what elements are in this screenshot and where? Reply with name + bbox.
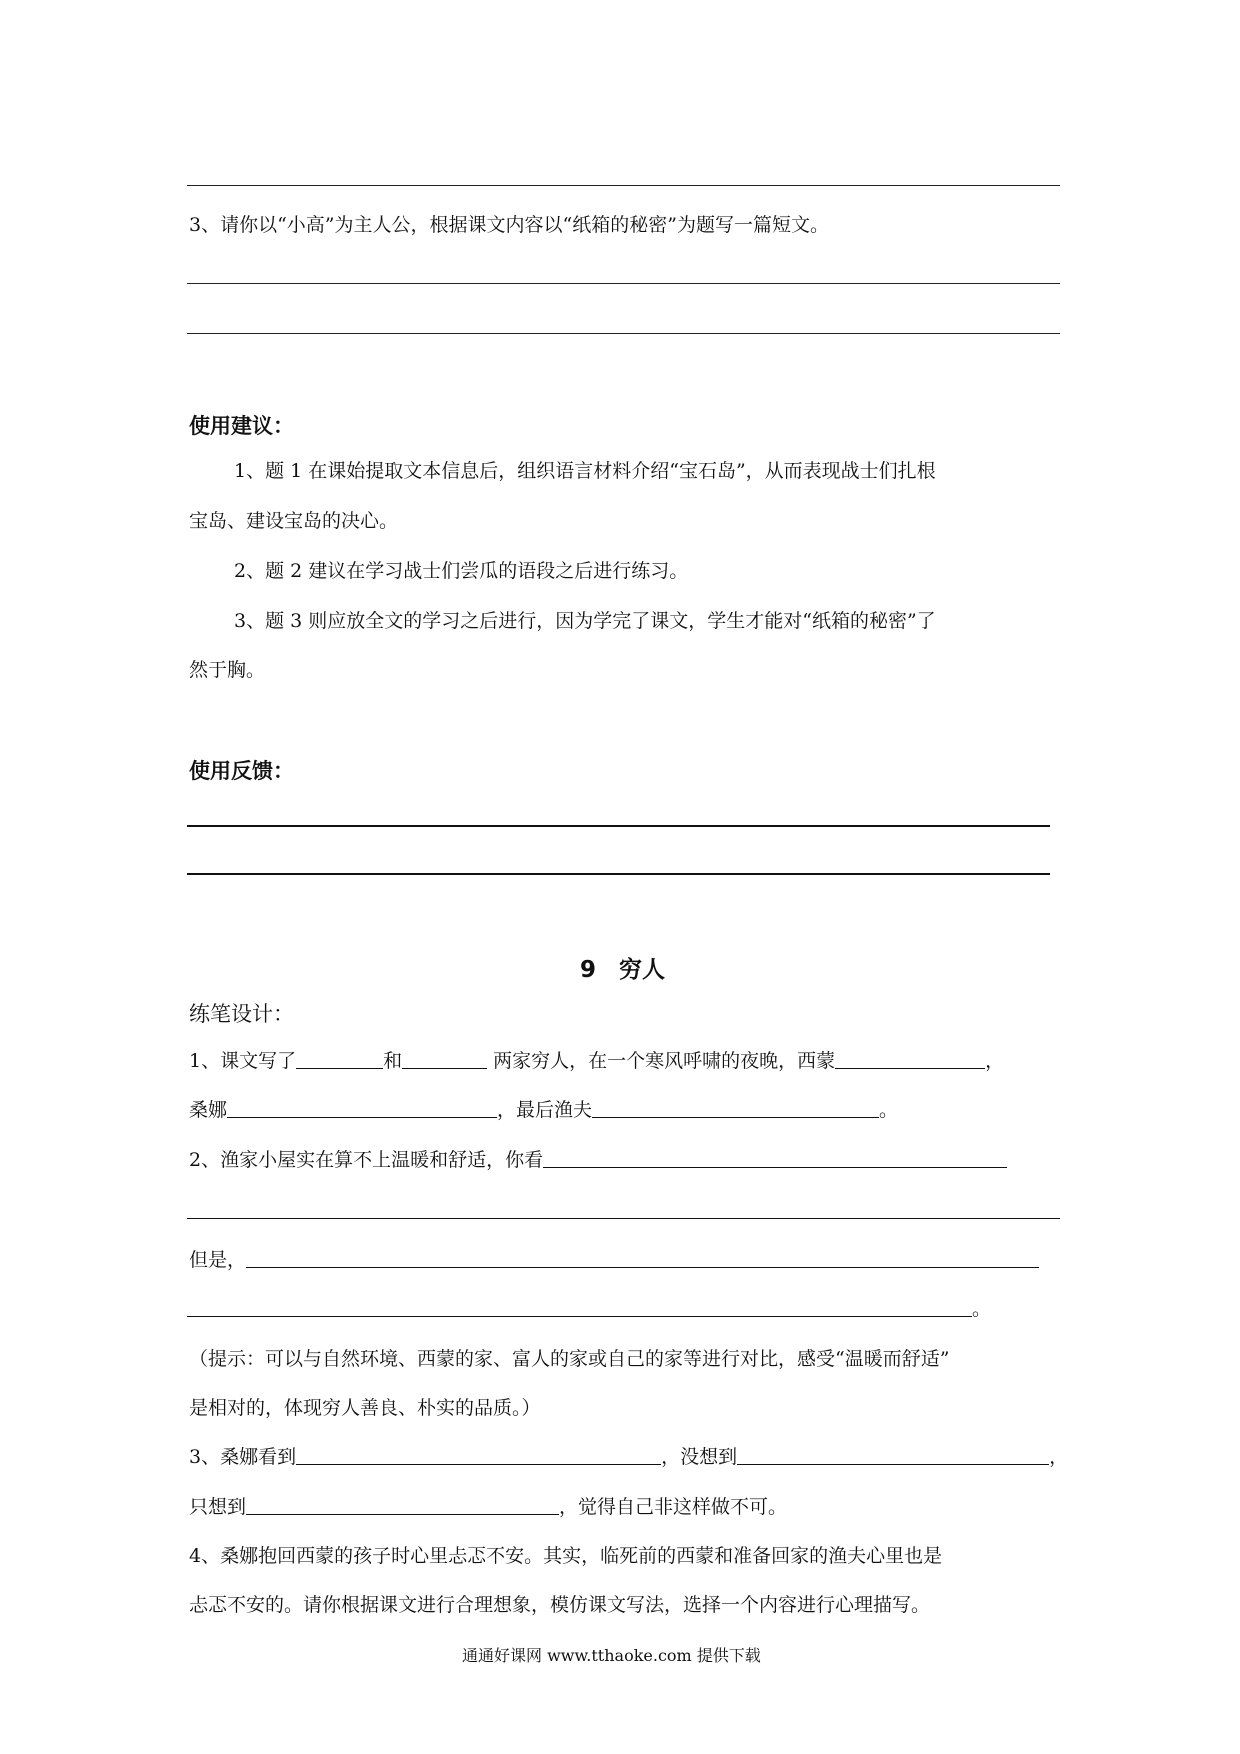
q3-text-d: 只想到 — [189, 1496, 247, 1518]
q1-blank-3[interactable] — [835, 1048, 985, 1069]
q3-blank-1[interactable] — [296, 1444, 661, 1465]
suggestion-3-line-1: 3、题 3 则应放全文的学习之后进行，因为学完了课文，学生才能对“纸箱的秘密”了 — [234, 610, 936, 632]
lesson-question-2-line-4 — [187, 1296, 991, 1322]
lesson-question-3-line-2 — [189, 1494, 787, 1520]
q2-blank-2[interactable] — [246, 1247, 1039, 1268]
question-3: 3、请你以“小高”为主人公，根据课文内容以“纸箱的秘密”为题写一篇短文。 — [189, 214, 829, 236]
practice-subhead: 练笔设计： — [189, 1002, 294, 1026]
lesson-question-3 — [189, 1444, 1068, 1470]
feedback-line[interactable] — [187, 873, 1050, 875]
suggestion-1-line-2: 宝岛、建设宝岛的决心。 — [189, 510, 399, 532]
q1-text-a: 1、课文写了 — [189, 1050, 297, 1072]
q2-blank-1[interactable] — [543, 1147, 1007, 1168]
q1-text-c: 两家穷人，在一个寒风呼啸的夜晚，西蒙 — [493, 1050, 836, 1072]
hint-line-2: 是相对的，体现穷人善良、朴实的品质。） — [189, 1397, 541, 1419]
suggestion-2: 2、题 2 建议在学习战士们尝瓜的语段之后进行练习。 — [234, 560, 689, 582]
q1-blank-5[interactable] — [592, 1097, 879, 1118]
footer-text: 通通好课网 www.tthaoke.com 提供下载 — [462, 1646, 761, 1665]
suggestions-heading: 使用建议： — [189, 414, 294, 438]
feedback-heading: 使用反馈： — [189, 759, 294, 783]
q2-text-c: 。 — [972, 1298, 992, 1320]
q3-blank-3[interactable] — [246, 1494, 559, 1515]
hint-line-1: （提示：可以与自然环境、西蒙的家、富人的家或自己的家等进行对比，感受“温暖而舒适” — [189, 1348, 950, 1370]
q1-text-g: 。 — [879, 1099, 899, 1121]
q1-blank-4[interactable] — [227, 1097, 497, 1118]
q3-text-b: ，没想到 — [661, 1446, 738, 1468]
q2-text-b: 但是， — [189, 1249, 247, 1271]
answer-line[interactable] — [187, 333, 1060, 334]
q1-text-d: ， — [985, 1050, 1005, 1072]
answer-line[interactable] — [187, 283, 1060, 284]
q2-blank-3[interactable] — [187, 1296, 972, 1317]
q2-text-a: 2、渔家小屋实在算不上温暖和舒适，你看 — [189, 1149, 544, 1171]
q3-text-c: ， — [1049, 1446, 1069, 1468]
lesson-question-2-line-3 — [189, 1247, 1039, 1273]
q3-blank-2[interactable] — [737, 1444, 1049, 1465]
q1-text-f: ，最后渔夫 — [497, 1099, 593, 1121]
q1-blank-1[interactable] — [296, 1048, 383, 1069]
question-4-line-2: 忐忑不安的。请你根据课文进行合理想象，模仿课文写法，选择一个内容进行心理描写。 — [189, 1594, 931, 1616]
suggestion-3-line-2: 然于胸。 — [189, 659, 266, 681]
q1-text-b: 和 — [383, 1050, 403, 1072]
q1-text-e: 桑娜 — [189, 1099, 228, 1121]
question-4-line-1: 4、桑娜抱回西蒙的孩子时心里忐忑不安。其实，临死前的西蒙和准备回家的渔夫心里也是 — [189, 1545, 943, 1567]
q3-text-a: 3、桑娜看到 — [189, 1446, 297, 1468]
answer-line[interactable] — [187, 1218, 1060, 1219]
q3-text-e: ，觉得自己非这样做不可。 — [559, 1496, 788, 1518]
feedback-line[interactable] — [187, 825, 1050, 827]
lesson-question-1-line-2 — [189, 1097, 898, 1123]
lesson-question-2 — [189, 1147, 1007, 1173]
answer-line[interactable] — [187, 185, 1060, 186]
q1-blank-2[interactable] — [402, 1048, 487, 1069]
lesson-question-1 — [189, 1048, 1004, 1074]
lesson-title: 9 穷人 — [580, 957, 666, 983]
suggestion-1-line-1: 1、题 1 在课始提取文本信息后，组织语言材料介绍“宝石岛”，从而表现战士们扎根 — [234, 460, 936, 482]
